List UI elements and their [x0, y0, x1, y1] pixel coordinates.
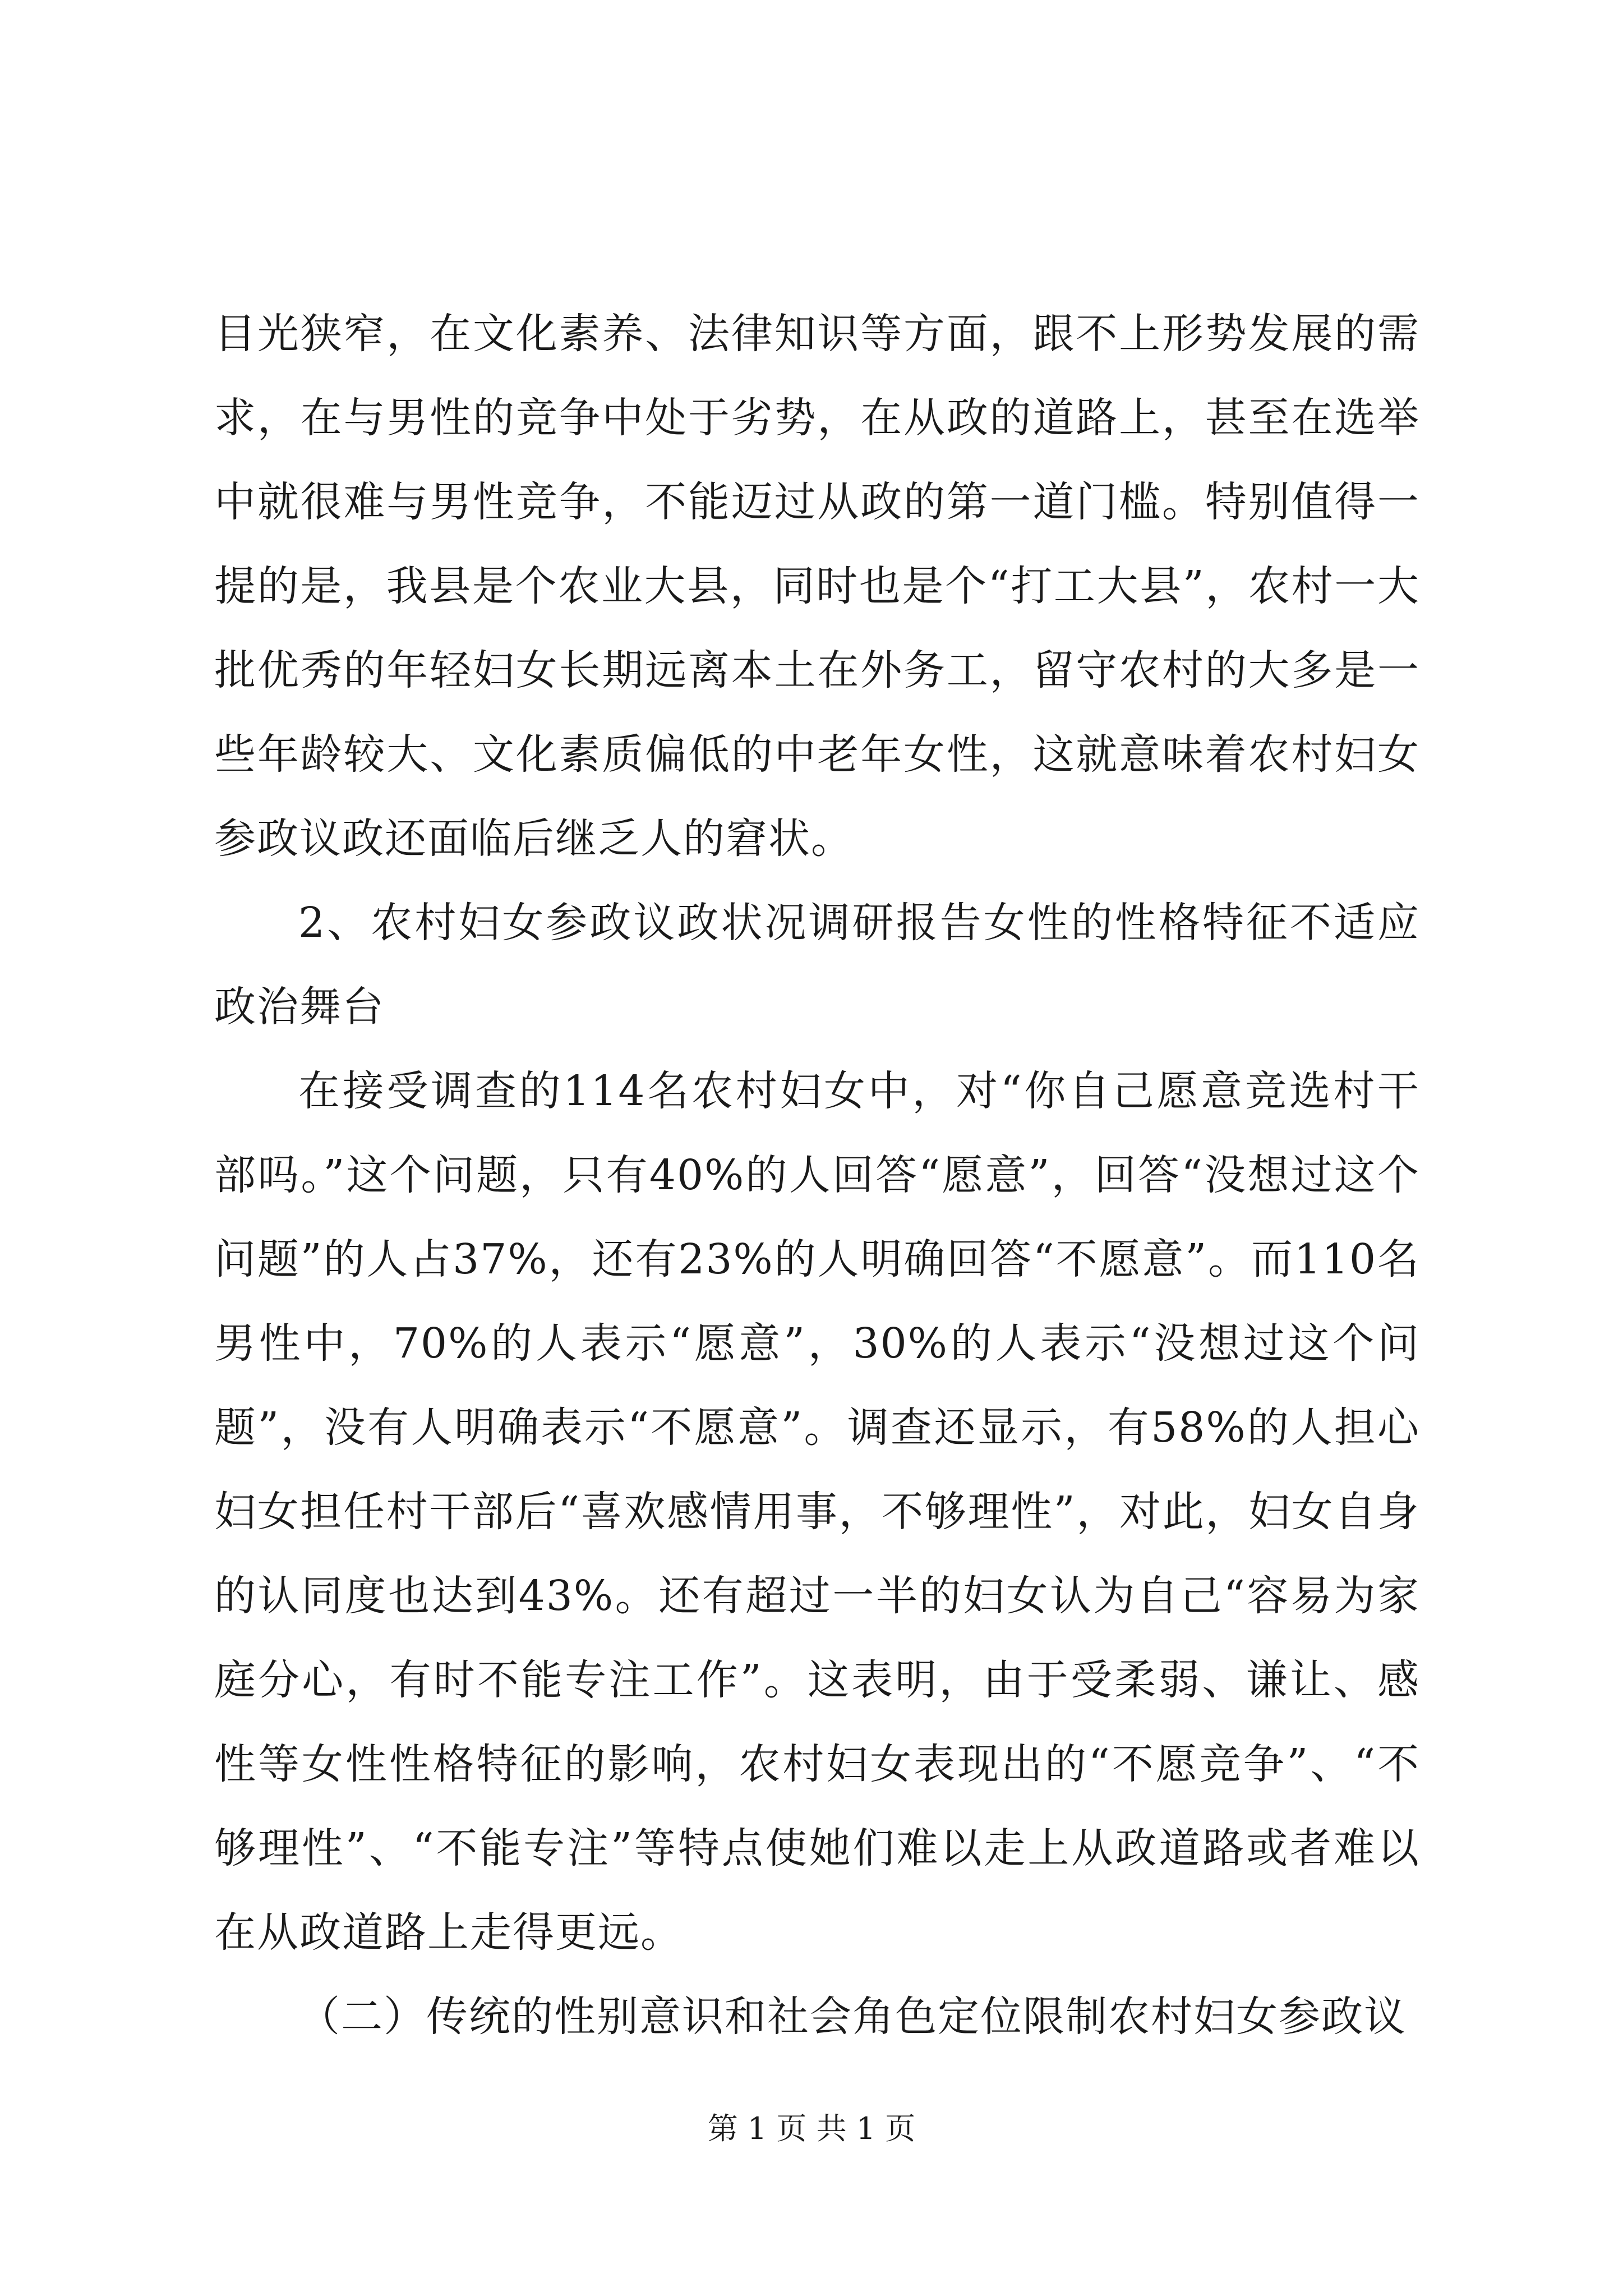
page-footer: 第 1 页 共 1 页 [707, 2111, 916, 2146]
document-body [214, 292, 1420, 2059]
section-heading-er: （二）传统的性别意识和社会角色定位限制农村妇女参政议 [298, 1993, 1407, 2041]
paragraph-continuation: 目光狭窄，在文化素养、法律知识等方面，跟不上形势发展的需求，在与男性的竞争中处于劣势，在从政的道路上，甚至在选举中就很难与男性竞争，不能迈过从政的第一道门槛。特别值得一提的是，我县是个农业大县，同时也是个“打工大县”，农村一大批优秀的年轻妇女长期远离本土在外务工，留守农村的大多是一些年龄较大、文化素质偏低的中老年女性，这就意味着农村妇女参政议政还面临后继乏人的窘状。 [214, 310, 1420, 863]
paragraph-survey-results: 在接受调查的114名农村妇女中，对“你自己愿意竞选村干部吗。”这个问题，只有40%的人回答“愿意”，回答“没想过这个问题”的人占37%，还有23%的人明确回答“不愿意”。而110名男性中，70%的人表示“愿意”，30%的人表示“没想过这个问题”，没有人明确表示“不愿意”。调查还显示，有58%的人担心妇女担任村干部后“喜欢感情用事，不够理性”，对此，妇女自身的认同度也达到43%。还有超过一半的妇女认为自己“容易为家庭分心，有时不能专注工作”。这表明，由于受柔弱、谦让、感性等女性性格特征的影响，农村妇女表现出的“不愿竞争”、“不够理性”、“不能专注”等特点使她们难以走上从政道路或者难以在从政道路上走得更远。 [214, 1067, 1420, 1957]
section-heading-2: 2、农村妇女参政议政状况调研报告女性的性格特征不适应政治舞台 [214, 899, 1420, 1031]
